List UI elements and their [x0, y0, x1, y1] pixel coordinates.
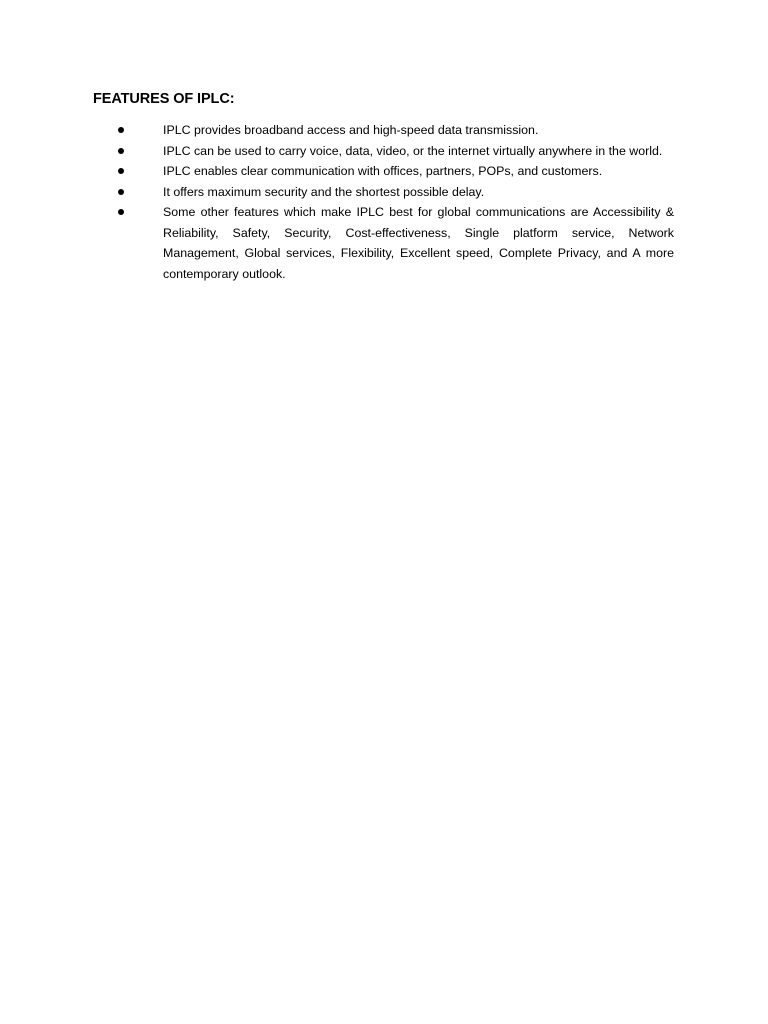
bullet-icon	[116, 141, 126, 162]
list-item-text: IPLC can be used to carry voice, data, video, or the internet virtually anywhere in the world.	[163, 143, 663, 158]
bullet-icon	[116, 120, 126, 141]
feature-list	[0, 120, 768, 284]
list-item-text: IPLC provides broadband access and high-speed data transmission.	[163, 123, 539, 137]
list-item	[0, 202, 674, 284]
list-item-text: IPLC enables clear communication with offices, partners, POPs, and customers.	[163, 164, 603, 178]
bullet-icon	[116, 202, 126, 223]
list-item	[0, 161, 674, 182]
list-item	[0, 120, 674, 141]
list-item-text: Some other features which make IPLC best for global communications are Accessibility & Reliability, Safety, Security, Cost-effectiveness, Single platform service, Network Management, Global services, Flexibility, Excellent speed, Complete Privacy, and A more contemporary outlook.	[163, 205, 674, 281]
list-item	[0, 182, 674, 203]
list-item	[0, 141, 674, 162]
list-item-text: It offers maximum security and the shortest possible delay.	[163, 184, 485, 199]
section-heading: FEATURES OF IPLC:	[93, 91, 235, 107]
bullet-icon	[116, 182, 126, 203]
bullet-icon	[116, 161, 126, 182]
